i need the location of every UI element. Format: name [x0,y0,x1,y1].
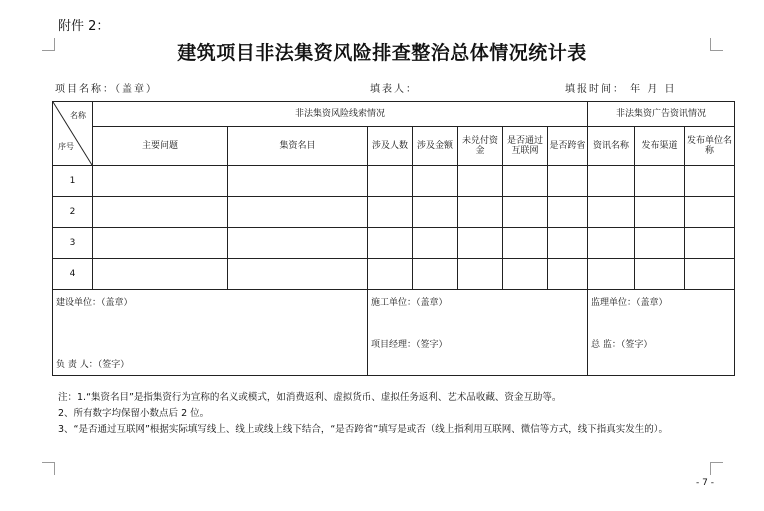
project-name-label: 项目名称：（盖章） [55,84,158,95]
col-header-cross-province: 是否跨省 [548,127,588,166]
col-header-people: 涉及人数 [368,127,413,166]
corner-mark-bottom-left [42,462,55,475]
notes-section [58,390,708,438]
supervision-unit-label: 监理单位：（盖章） [591,298,668,308]
build-unit-label: 建设单位：（盖章） [56,298,133,308]
note-item: 3、“是否通过互联网”根据实际填写线上、线上或线上线下结合，“是否跨省”填写是或否（线上指利用互联网、微信等方式，线下指真实发生的）。 [58,424,668,435]
group-header-ad-info: 非法集资广告资讯情况 [588,102,735,127]
note-item: 注：1.“集资名目”是指集资行为宣称的名义或模式，如消费返利、虚拟货币、虚拟任务返利、艺术品收藏、资金互助等。 [58,392,562,403]
construction-unit-label: 施工单位：（盖章） [371,298,448,308]
col-header-publisher: 发布单位名称 [685,127,735,166]
statistics-table [52,101,735,376]
row-number: 2 [53,197,93,228]
signature-cell-contractor [368,290,588,376]
group-header-risk-clues: 非法集资风险线索情况 [93,102,588,127]
corner-header-seq: 序号 [58,142,74,151]
chief-supervisor-label: 总 监：（签字） [591,340,653,350]
attachment-label: 附件 2： [58,19,110,34]
owner-signature-label: 负 责 人：（签字） [56,360,130,370]
filler-label: 填表人： [370,84,418,95]
document-title: 建筑项目非法集资风险排查整治总体情况统计表 [177,42,587,64]
table-row [53,259,735,290]
page-number: - 7 - [696,478,714,488]
fill-time-label: 填报时间： 年 月 日 [565,84,677,95]
row-number: 4 [53,259,93,290]
col-header-main-issue: 主要问题 [93,127,228,166]
note-item: 2、所有数字均保留小数点后 2 位。 [58,408,210,419]
corner-header-name: 名称 [70,111,86,120]
signature-cell-builder [53,290,368,376]
corner-header-cell [53,102,93,166]
col-header-channel: 发布渠道 [635,127,685,166]
col-header-info-name: 资讯名称 [588,127,635,166]
row-number: 3 [53,228,93,259]
col-header-fund-name: 集资名目 [228,127,368,166]
project-manager-label: 项目经理：（签字） [371,340,448,350]
corner-mark-bottom-right [710,462,723,475]
col-header-amount: 涉及金额 [413,127,458,166]
row-number: 1 [53,166,93,197]
table-row [53,166,735,197]
signature-cell-supervisor [588,290,735,376]
col-header-internet: 是否通过互联网 [503,127,548,166]
col-header-unpaid: 未兑付资金 [458,127,503,166]
table-row [53,197,735,228]
table-row [53,228,735,259]
